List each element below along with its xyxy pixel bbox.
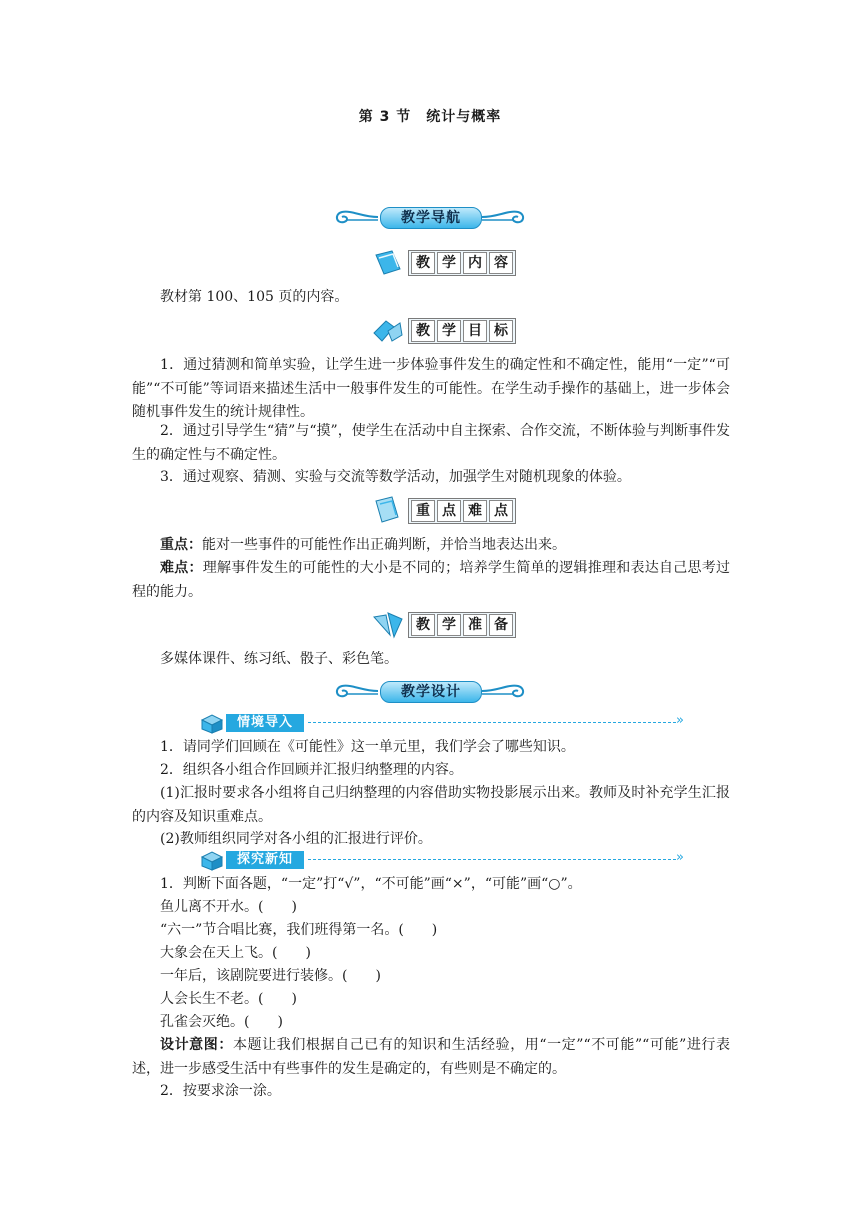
cube-icon bbox=[198, 712, 226, 734]
intro-1: 1．请同学们回顾在《可能性》这一单元里，我们学会了哪些知识。 bbox=[160, 739, 575, 755]
papers-icon bbox=[372, 495, 404, 525]
explore-item: 人会长生不老。( ) bbox=[160, 991, 297, 1007]
double-chevron-icon: » bbox=[676, 713, 684, 728]
banner-guide-label: 教学导航 bbox=[401, 210, 461, 226]
goal-3: 3．通过观察、猜测、实验与交流等数学活动，加强学生对随机现象的体验。 bbox=[160, 469, 631, 485]
section-explore bbox=[198, 849, 698, 871]
target-icon bbox=[372, 315, 404, 345]
double-chevron-icon: » bbox=[676, 850, 684, 865]
banner-design-label: 教学设计 bbox=[401, 684, 461, 700]
subhead-char: 重 bbox=[411, 500, 435, 522]
section-explore-label: 探究新知 bbox=[226, 851, 304, 869]
explore-item: 鱼儿离不开水。( ) bbox=[160, 899, 297, 915]
section-intro bbox=[198, 712, 698, 734]
key-point: 重点：能对一些事件的可能性作出正确判断，并恰当地表达出来。 bbox=[160, 537, 566, 553]
explore-item: 孔雀会灭绝。( ) bbox=[160, 1014, 283, 1030]
content-text: 教材第 100、105 页的内容。 bbox=[160, 289, 349, 305]
explore-q2: 2．按要求涂一涂。 bbox=[160, 1083, 281, 1099]
intro-4: (2)教师组织同学对各小组的汇报进行评价。 bbox=[160, 831, 432, 847]
page-title: 第 3 节 统计与概率 bbox=[358, 109, 502, 125]
explore-q1: 1．判断下面各题，“一定”打“√”，“不可能”画“×”，“可能”画“○”。 bbox=[160, 876, 582, 892]
goal-2: 2．通过引导学生“猜”与“摸”，使学生在活动中自主探索、合作交流，不断体验与判断事件发生的确定性与不确定性。 bbox=[132, 423, 730, 463]
subhead-char: 点 bbox=[437, 500, 461, 522]
banner-guide bbox=[332, 202, 528, 232]
subhead-char: 学 bbox=[437, 252, 461, 274]
difficult-point: 难点：理解事件发生的可能性的大小是不同的；培养学生简单的逻辑推理和表达自己思考过程的能力。 bbox=[132, 560, 731, 600]
subhead-char: 内 bbox=[463, 252, 487, 274]
subhead-char: 备 bbox=[489, 614, 513, 636]
dashed-divider bbox=[308, 859, 676, 860]
pencil-icon bbox=[372, 609, 404, 639]
subhead-char: 教 bbox=[411, 614, 435, 636]
subhead-char: 教 bbox=[411, 252, 435, 274]
subhead-char: 目 bbox=[463, 320, 487, 342]
dashed-divider bbox=[308, 722, 676, 723]
subhead-char: 标 bbox=[489, 320, 513, 342]
explore-item: “六一”节合唱比赛，我们班得第一名。( ) bbox=[160, 922, 438, 938]
book-icon bbox=[372, 247, 404, 277]
intro-2: 2．组织各小组合作回顾并汇报归纳整理的内容。 bbox=[160, 762, 463, 778]
subhead-char: 点 bbox=[489, 500, 513, 522]
subhead-char: 容 bbox=[489, 252, 513, 274]
subhead-char: 准 bbox=[463, 614, 487, 636]
subhead-char: 教 bbox=[411, 320, 435, 342]
goal-1: 1．通过猜测和简单实验，让学生进一步体验事件发生的确定性和不确定性，能用“一定”“可能”“不可能”等词语来描述生活中一般事件发生的可能性。在学生动手操作的基础上，进一步体会随机事件发生的统计规律性。 bbox=[132, 357, 730, 420]
section-intro-label: 情境导入 bbox=[226, 714, 304, 732]
prep-text: 多媒体课件、练习纸、骰子、彩色笔。 bbox=[160, 651, 398, 667]
explore-item: 大象会在天上飞。( ) bbox=[160, 945, 311, 961]
subhead-char: 学 bbox=[437, 614, 461, 636]
cube-icon bbox=[198, 849, 226, 871]
subhead-char: 学 bbox=[437, 320, 461, 342]
intro-3: (1)汇报时要求各小组将自己归纳整理的内容借助实物投影展示出来。教师及时补充学生汇报的内容及知识重难点。 bbox=[132, 785, 730, 825]
design-intent: 设计意图：本题让我们根据自己已有的知识和生活经验，用“一定”“不可能”“可能”进行表述，进一步感受生活中有些事件的发生是确定的，有些则是不确定的。 bbox=[132, 1037, 731, 1077]
explore-item: 一年后，该剧院要进行装修。( ) bbox=[160, 968, 381, 984]
banner-design bbox=[332, 676, 528, 706]
subhead-char: 难 bbox=[463, 500, 487, 522]
